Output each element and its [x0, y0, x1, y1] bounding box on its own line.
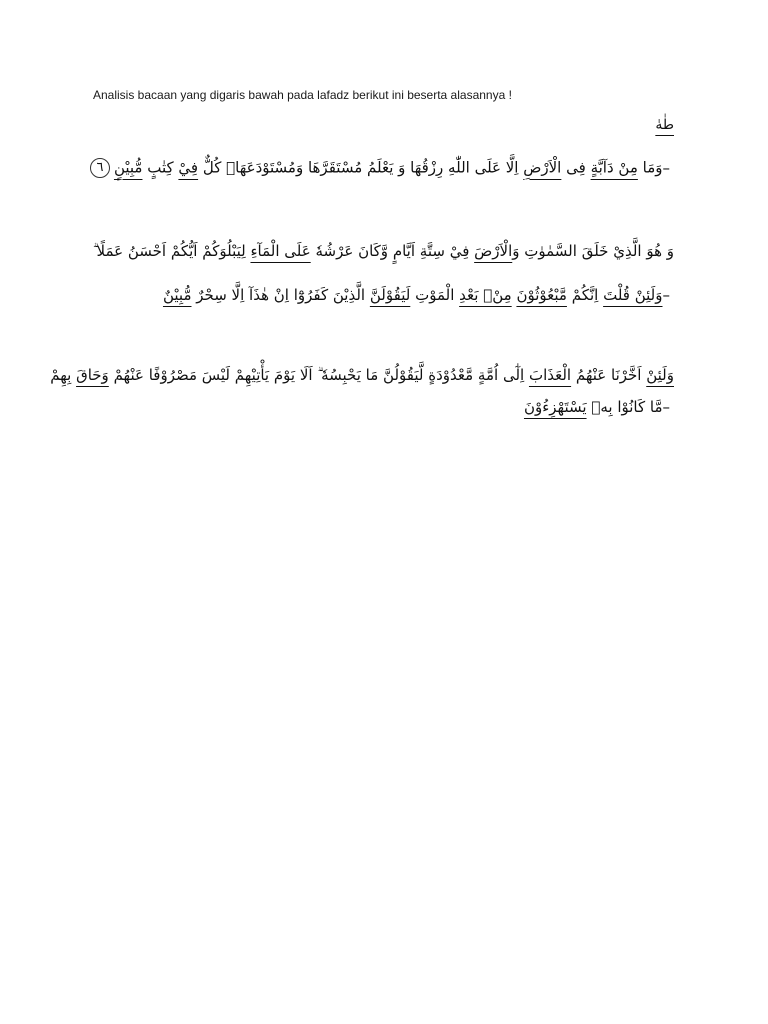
- verse-text: اِلَّا عَلَى اللّٰهِ رِزْقُهَا وَ يَعْلَمُ مُسْتَقَرَّهَا وَمُسْتَوْدَعَهَاۗ كُلٌّ: [198, 158, 524, 177]
- instruction-text: Analisis bacaan yang digaris bawah pada lafadz berikut ini beserta alasannya !: [93, 88, 512, 102]
- verse-text: فِى: [561, 158, 591, 177]
- verse-text: اَخَّرْنَا عَنْهُمُ: [571, 366, 647, 384]
- underlined-word: فِيْ: [178, 158, 199, 177]
- underlined-word: لَيَقُوْلَنَّ: [369, 286, 411, 304]
- underlined-word: مُّبِيْنٌ: [162, 286, 192, 304]
- underlined-word: مُّبِيْنٍ: [113, 158, 143, 177]
- verse-text: بِهِمْ: [50, 366, 77, 384]
- underlined-word: يَسْتَهْزِءُوْنَ: [523, 398, 587, 416]
- line-dash: –: [662, 398, 670, 416]
- underlined-word: وَلَئِنْ: [646, 366, 674, 384]
- underlined-word: الْاَرْضَ: [474, 242, 513, 260]
- ayah-number-marker: ٦: [90, 158, 110, 178]
- line-dash: –: [662, 158, 670, 177]
- underlined-word: عَلَى الْمَآءِ: [250, 242, 311, 260]
- verse-text: اِلٰٓى اُمَّةٍ مَّعْدُوْدَةٍ لَّيَقُوْلُنَّ مَا يَحْبِسُهٗ ۗ اَلَا يَوْمَ يَأْتِيْهِمْ لَيْسَ مَصْرُوْفًا عَنْهُمْ: [108, 366, 529, 384]
- verse-line-4: [50, 368, 674, 383]
- verse-text: لِيَبْلُوَكُمْ اَيُّكُمْ اَحْسَنُ عَمَلًا ۗ: [92, 242, 251, 260]
- underlined-word: الْاَرْضِ: [523, 158, 562, 177]
- underlined-word: وَلَئِنْ قُلْتَ: [603, 286, 663, 304]
- verse-text: وَمَا: [637, 158, 663, 177]
- verse-text: الْمَوْتِ: [410, 286, 460, 304]
- underlined-word: وَحَاقَ: [76, 366, 109, 384]
- verse-line-1: [90, 158, 674, 178]
- underlined-word: مِنْۢ بَعْدِ: [459, 286, 512, 304]
- verse-text: الَّذِيْنَ كَفَرُوْٓا اِنْ هٰذَآ اِلَّا سِحْرٌ: [191, 286, 370, 304]
- surah-title: [655, 118, 674, 132]
- underlined-word: مِنْ دَآبَّةٍ: [590, 158, 638, 177]
- line-dash: –: [662, 286, 670, 304]
- verse-text: اِنَّكُمْ: [566, 286, 604, 304]
- verse-text: وَ هُوَ الَّذِيْ خَلَقَ السَّمٰوٰتِ وَ: [512, 242, 674, 260]
- verse-text: كِتٰبٍ: [142, 158, 179, 177]
- surah-title-text: طٰهٰ: [655, 117, 674, 133]
- verse-line-2: [93, 244, 674, 259]
- verse-line-3: [163, 288, 674, 303]
- verse-text: فِيْ سِتَّةِ اَيَّامٍ وَّكَانَ عَرْشُهٗ: [310, 242, 475, 260]
- underlined-word: الْعَذَابَ: [528, 366, 572, 384]
- verse-line-5: [524, 400, 674, 415]
- underlined-word: مَّبْعُوْثُوْنَ: [516, 286, 567, 304]
- verse-text: مَّا كَانُوْا بِهٖ: [586, 398, 663, 416]
